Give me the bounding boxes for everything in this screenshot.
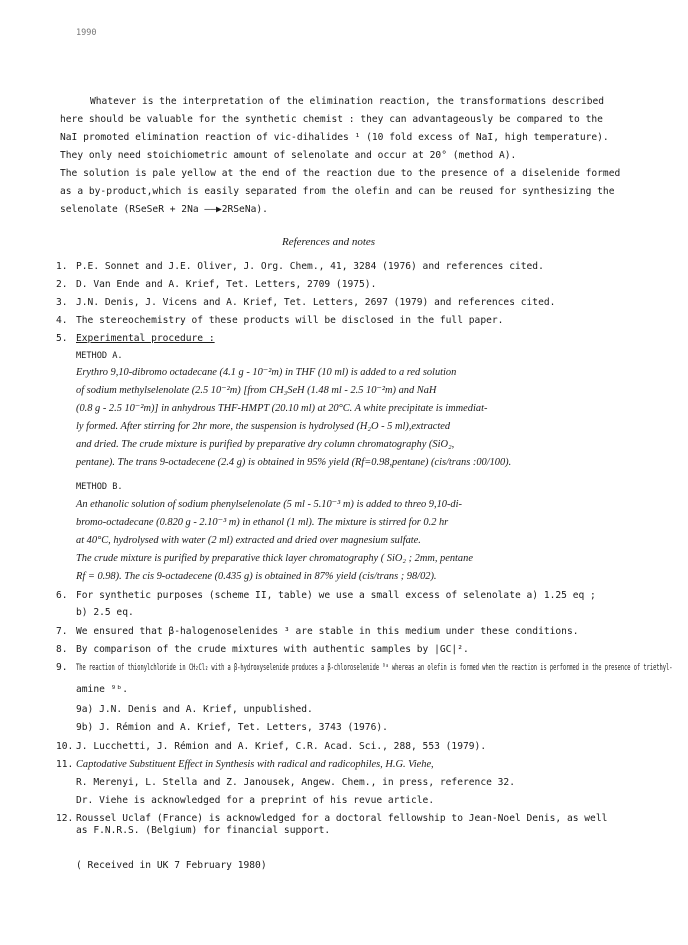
references-heading: References and notes (282, 236, 376, 248)
ref-text: Experimental procedure : (76, 333, 215, 344)
method-b-label: METHOD B. (76, 482, 123, 492)
method-a-line: ly formed. After stirring for 2hr more, the suspension is hydrolysed (H₂O - 5 ml),extracted (76, 421, 451, 432)
method-a-line: (0.8 g - 2.5 10⁻²m)] in anhydrous THF-HMPT (20.10 ml) at 20°C. A white precipitate is immediat- (76, 403, 488, 414)
ref-number: 10. (56, 741, 74, 752)
ref-text: D. Van Ende and A. Krief, Tet. Letters, 2709 (1975). (76, 279, 377, 290)
page-number: 1990 (76, 28, 97, 38)
ref-text: For synthetic purposes (scheme II, table) we use a small excess of selenolate a) 1.25 eq ; (76, 590, 596, 601)
ref-number: 9. (56, 662, 68, 673)
method-b-line: The crude mixture is purified by preparative thick layer chromatography ( SiO₂ ; 2mm, pentane (76, 553, 473, 564)
ref-text: as F.N.R.S. (Belgium) for financial support. (76, 825, 331, 836)
method-b-line: at 40°C, hydrolysed with water (2 ml) extracted and dried over magnesium sulfate. (76, 535, 421, 546)
method-a-line: pentane). The trans 9-octadecene (2.4 g) is obtained in 95% yield (Rf=0.98,pentane) (cis/trans :00/100). (76, 457, 512, 468)
method-b-line: An ethanolic solution of sodium phenylselenolate (5 ml - 5.10⁻³ m) is added to threo 9,10-di- (76, 499, 462, 510)
ref-number: 11. (56, 759, 74, 770)
ref-number: 5. (56, 333, 68, 344)
ref-text: b) 2.5 eq. (76, 607, 134, 618)
ref-text: J.N. Denis, J. Vicens and A. Krief, Tet. Letters, 2697 (1979) and references cited. (76, 297, 556, 308)
intro-line: here should be valuable for the synthetic chemist : they can advantageously be compared to the (60, 114, 603, 125)
ref-text: 9b) J. Rémion and A. Krief, Tet. Letters, 3743 (1976). (76, 722, 388, 733)
ref-text: By comparison of the crude mixtures with authentic samples by |GC|². (76, 644, 469, 655)
method-b-line: bromo-octadecane (0.820 g - 2.10⁻³ m) in ethanol (1 ml). The mixture is stirred for 0.2 hr (76, 517, 449, 528)
ref-number: 7. (56, 626, 68, 637)
received-note: ( Received in UK 7 February 1980) (76, 860, 267, 871)
ref-number: 4. (56, 315, 68, 326)
intro-line: Whatever is the interpretation of the elimination reaction, the transformations described (90, 96, 605, 107)
ref-text: Captodative Substituent Effect in Synthesis with radical and radicophiles, H.G. Viehe, (76, 759, 434, 770)
ref-text: 9a) J.N. Denis and A. Krief, unpublished. (76, 704, 313, 715)
intro-line: as a by-product,which is easily separated from the olefin and can be reused for synthesizing the (60, 186, 615, 197)
ref-text: We ensured that β-halogenoselenides ³ are stable in this medium under these conditions. (76, 626, 579, 637)
method-a-line: of sodium methylselenolate (2.5 10⁻²m) [from CH₃SeH (1.48 ml - 2.5 10⁻²m) and NaH (76, 385, 437, 396)
ref-text: Roussel Uclaf (France) is acknowledged for a doctoral fellowship to Jean-Noel Denis, as well (76, 813, 608, 824)
ref-text: The reaction of thionylchloride in CH₂Cl₂ with a β-hydroxyselenide produces a β-chloroselenide ⁹ᵃ whereas an olefin is formed when the reaction is performed in the presence of triethyl- (76, 663, 673, 673)
method-a-line: Erythro 9,10-dibromo octadecane (4.1 g - 10⁻²m) in THF (10 ml) is added to a red solution (76, 367, 457, 378)
ref-number: 3. (56, 297, 68, 308)
ref-text: amine ⁹ᵇ. (76, 684, 128, 695)
method-b-line: Rf = 0.98). The cis 9-octadecene (0.435 g) is obtained in 87% yield (cis/trans ; 98/02). (76, 571, 437, 582)
method-a-label: METHOD A. (76, 351, 123, 361)
method-a-line: and dried. The crude mixture is purified by preparative dry column chromatography (SiO₂, (76, 439, 455, 450)
intro-line: They only need stoichiometric amount of selenolate and occur at 20° (method A). (60, 150, 517, 161)
ref-number: 1. (56, 261, 68, 272)
ref-number: 8. (56, 644, 68, 655)
ref-text: Dr. Viehe is acknowledged for a preprint of his revue article. (76, 795, 435, 806)
ref-text: J. Lucchetti, J. Rémion and A. Krief, C.R. Acad. Sci., 288, 553 (1979). (76, 741, 487, 752)
intro-line: NaI promoted elimination reaction of vic-dihalides ¹ (10 fold excess of NaI, high temperature). (60, 132, 609, 143)
ref-text: R. Merenyi, L. Stella and Z. Janousek, Angew. Chem., in press, reference 32. (76, 777, 515, 788)
ref-number: 12. (56, 813, 74, 824)
intro-line: selenolate (RSeSeR + 2Na ——▶2RSeNa). (60, 204, 268, 215)
intro-line: The solution is pale yellow at the end of the reaction due to the presence of a diselenide formed (60, 168, 621, 179)
ref-number: 2. (56, 279, 68, 290)
ref-number: 6. (56, 590, 68, 601)
ref-text: The stereochemistry of these products will be disclosed in the full paper. (76, 315, 504, 326)
ref-text: P.E. Sonnet and J.E. Oliver, J. Org. Chem., 41, 3284 (1976) and references cited. (76, 261, 544, 272)
